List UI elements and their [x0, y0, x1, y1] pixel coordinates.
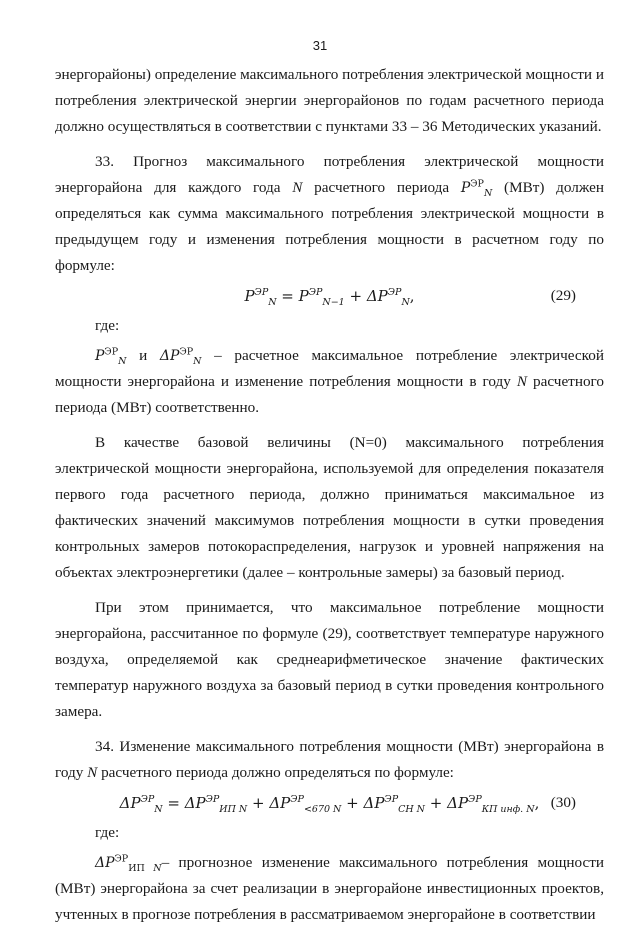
symbol-p-n-er: $P^{ЭР}_N$ — [95, 346, 127, 367]
symbol-p-n-er: $P^{ЭР}_N$ — [460, 178, 493, 199]
formula-30 — [55, 786, 604, 820]
formula-29-number: (29) — [550, 287, 576, 304]
symbol-delta-p-ip: $\Delta P^{ЭР}_{ИП N}$ — [95, 853, 162, 874]
formula-30-expression: $\Delta P^{ЭР}_N = \Delta P^{ЭР}_{ИП N} + \Delta P^{ЭР}_{<670 N} + \Delta P^{ЭР}_{СН N} + \Delta P^{ЭР}_{КП инф. N}$, — [119, 794, 540, 815]
paragraph-definition-1: $P^{ЭР}_N$ и $\Delta P^{ЭР}_N$ – расчетное максимальное потребление электрической мощности энергорайона и изменение потребления мощности в году N расчетного периода (МВт) соответственно. — [55, 346, 604, 416]
formula-30-number: (30) — [550, 794, 576, 811]
page-number: 31 — [312, 38, 328, 53]
document-body — [55, 62, 604, 928]
where-label-2: где: — [95, 824, 120, 841]
paragraph-definition-2: $\Delta P^{ЭР}_{ИП N}-$ прогнозное изменение максимального потребления мощности (МВт) энергорайона за счет реализации в энергорайоне инвестиционных проектов, учтенных в прогнозе потребления в рассматриваемом энергорайоне в соответствии — [55, 853, 604, 923]
paragraph-item-33: 33. Прогноз максимального потребления электрической мощности энергорайона для каждого года N расчетного периода $P^{ЭР}_N$ (МВт) должен определяться как сумма максимального потребления электрической мощности в предыдущем году и изменения потребления мощности в расчетном году по формуле: — [55, 153, 605, 274]
symbol-delta-p-n-er: $\Delta P^{ЭР}_N$ — [159, 346, 202, 367]
where-label-1: где: — [95, 317, 120, 334]
paragraph-base-value: В качестве базовой величины (N=0) максимального потребления электрической мощности энергорайона, используемой для определения показателя первого года расчетного периода, должно приниматься максимальное из фактических значений максимумов потребления мощности в сутки проведения контрольных замеров потокораспределения, нагрузок и уровней напряжения на объектах электроэнергетики (далее – контрольные замеры) за базовый период. — [55, 434, 604, 581]
formula-29-expression: $P^{ЭР}_N = P^{ЭР}_{N-1} + \Delta P^{ЭР}_N$, — [244, 287, 415, 308]
formula-29 — [55, 279, 604, 313]
paragraph-item-34: 34. Изменение максимального потребления мощности (МВт) энергорайона в году N расчетного периода должно определяться по формуле: — [55, 738, 604, 781]
paragraph-temperature: При этом принимается, что максимальное потребление мощности энергорайона, рассчитанное по формуле (29), соответствует температуре наружного воздуха, определяемой как среднеарифметическое значение фактических температур наружного воздуха за базовый период в сутки проведения контрольного замера. — [55, 599, 604, 720]
paragraph-intro: энергорайоны) определение максимального потребления электрической мощности и потребления электрической энергии энергорайонов по годам расчетного периода должно осуществляться в соответствии с пунктами 33 – 36 Методических указаний. — [55, 66, 604, 135]
